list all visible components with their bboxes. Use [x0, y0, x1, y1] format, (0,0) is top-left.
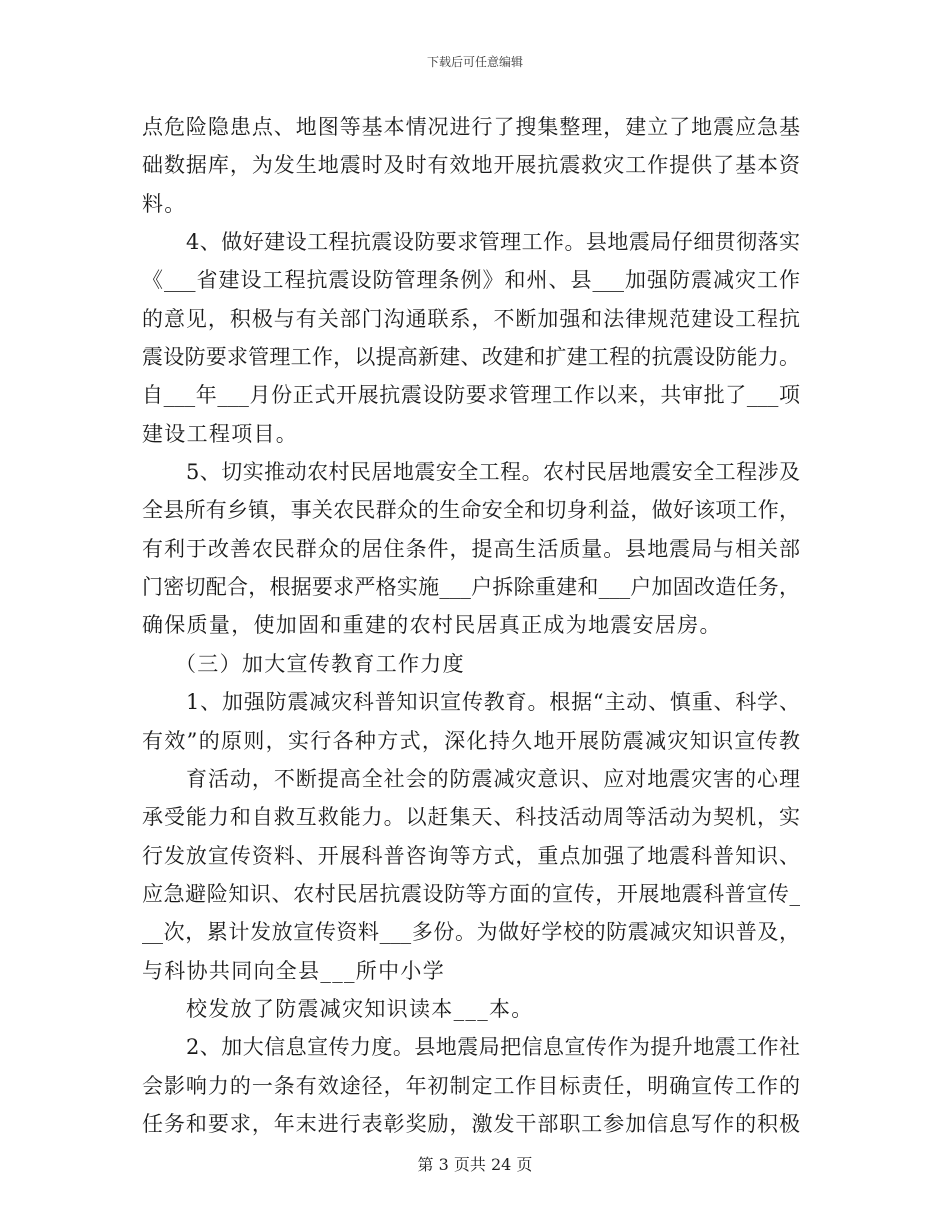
text-line: 门密切配合，根据要求严格实施___户拆除重建和___户加固改造任务， [142, 575, 800, 600]
text-line: 有利于改善农民群众的居住条件，提高生活质量。县地震局与相关部 [142, 536, 800, 561]
text-line: 《___省建设工程抗震设防管理条例》和州、县___加强防震减灾工作 [142, 268, 800, 293]
text-line: 任务和要求，年末进行表彰奖励，激发干部职工参加信息写作的积极 [142, 1111, 800, 1136]
section-heading: （三）加大宣传教育工作力度 [175, 651, 465, 676]
text-line: 全县所有乡镇，事关农民群众的生命安全和切身利益，做好该项工作， [142, 498, 800, 523]
document-body [142, 108, 800, 1143]
text-line: 震设防要求管理工作，以提高新建、改建和扩建工程的抗震设防能力。 [142, 345, 800, 370]
text-line: 点危险隐患点、地图等基本情况进行了搜集整理，建立了地震应急基 [142, 115, 800, 139]
text-line: 应急避险知识、农村民居抗震设防等方面的宣传，开展地震科普宣传_ [142, 881, 800, 906]
text-line: 础数据库，为发生地震时及时有效地开展抗震救灾工作提供了基本资 [142, 153, 800, 178]
text-line: 确保质量，使加固和重建的农村民居真正成为地震安居房。 [142, 613, 722, 638]
paragraph-start-line: 1、加强防震减灾科普知识宣传教育。根据“主动、慎重、科学、 [186, 690, 800, 715]
paragraph-start-line: 校发放了防震减灾知识读本___本。 [186, 996, 534, 1021]
text-line: 承受能力和自救互救能力。以赶集天、科技活动周等活动为契机，实 [142, 805, 800, 830]
paragraph-start-line: 4、做好建设工程抗震设防要求管理工作。县地震局仔细贯彻落实 [186, 230, 800, 255]
paragraph-start-line: 5、切实推动农村民居地震安全工程。农村民居地震安全工程涉及 [186, 460, 800, 485]
text-line: 会影响力的一条有效途径，年初制定工作目标责任，明确宣传工作的 [142, 1073, 800, 1098]
paragraph-start-line: 2、加大信息宣传力度。县地震局把信息宣传作为提升地震工作社 [186, 1035, 800, 1060]
page-header-note: 下载后可任意编辑 [426, 55, 523, 69]
paragraph-start-line: 育活动，不断提高全社会的防震减灾意识、应对地震灾害的心理 [186, 766, 800, 791]
text-line: 的意见，积极与有关部门沟通联系，不断加强和法律规范建设工程抗 [142, 306, 800, 331]
text-line: 料。 [142, 191, 187, 216]
text-line: 建设工程项目。 [142, 421, 299, 446]
text-line: 自___年___月份正式开展抗震设防要求管理工作以来，共审批了___项 [142, 383, 800, 408]
text-line: __次，累计发放宣传资料___多份。为做好学校的防震减灾知识普及， [142, 920, 800, 945]
text-line: 有效”的原则，实行各种方式，深化持久地开展防震减灾知识宣传教 [142, 728, 800, 753]
page-number: 第 3 页共 24 页 [417, 1155, 533, 1174]
text-line: 与科协共同向全县___所中小学 [142, 958, 445, 983]
text-line: 行发放宣传资料、开展科普咨询等方式，重点加强了地震科普知识、 [142, 843, 800, 868]
